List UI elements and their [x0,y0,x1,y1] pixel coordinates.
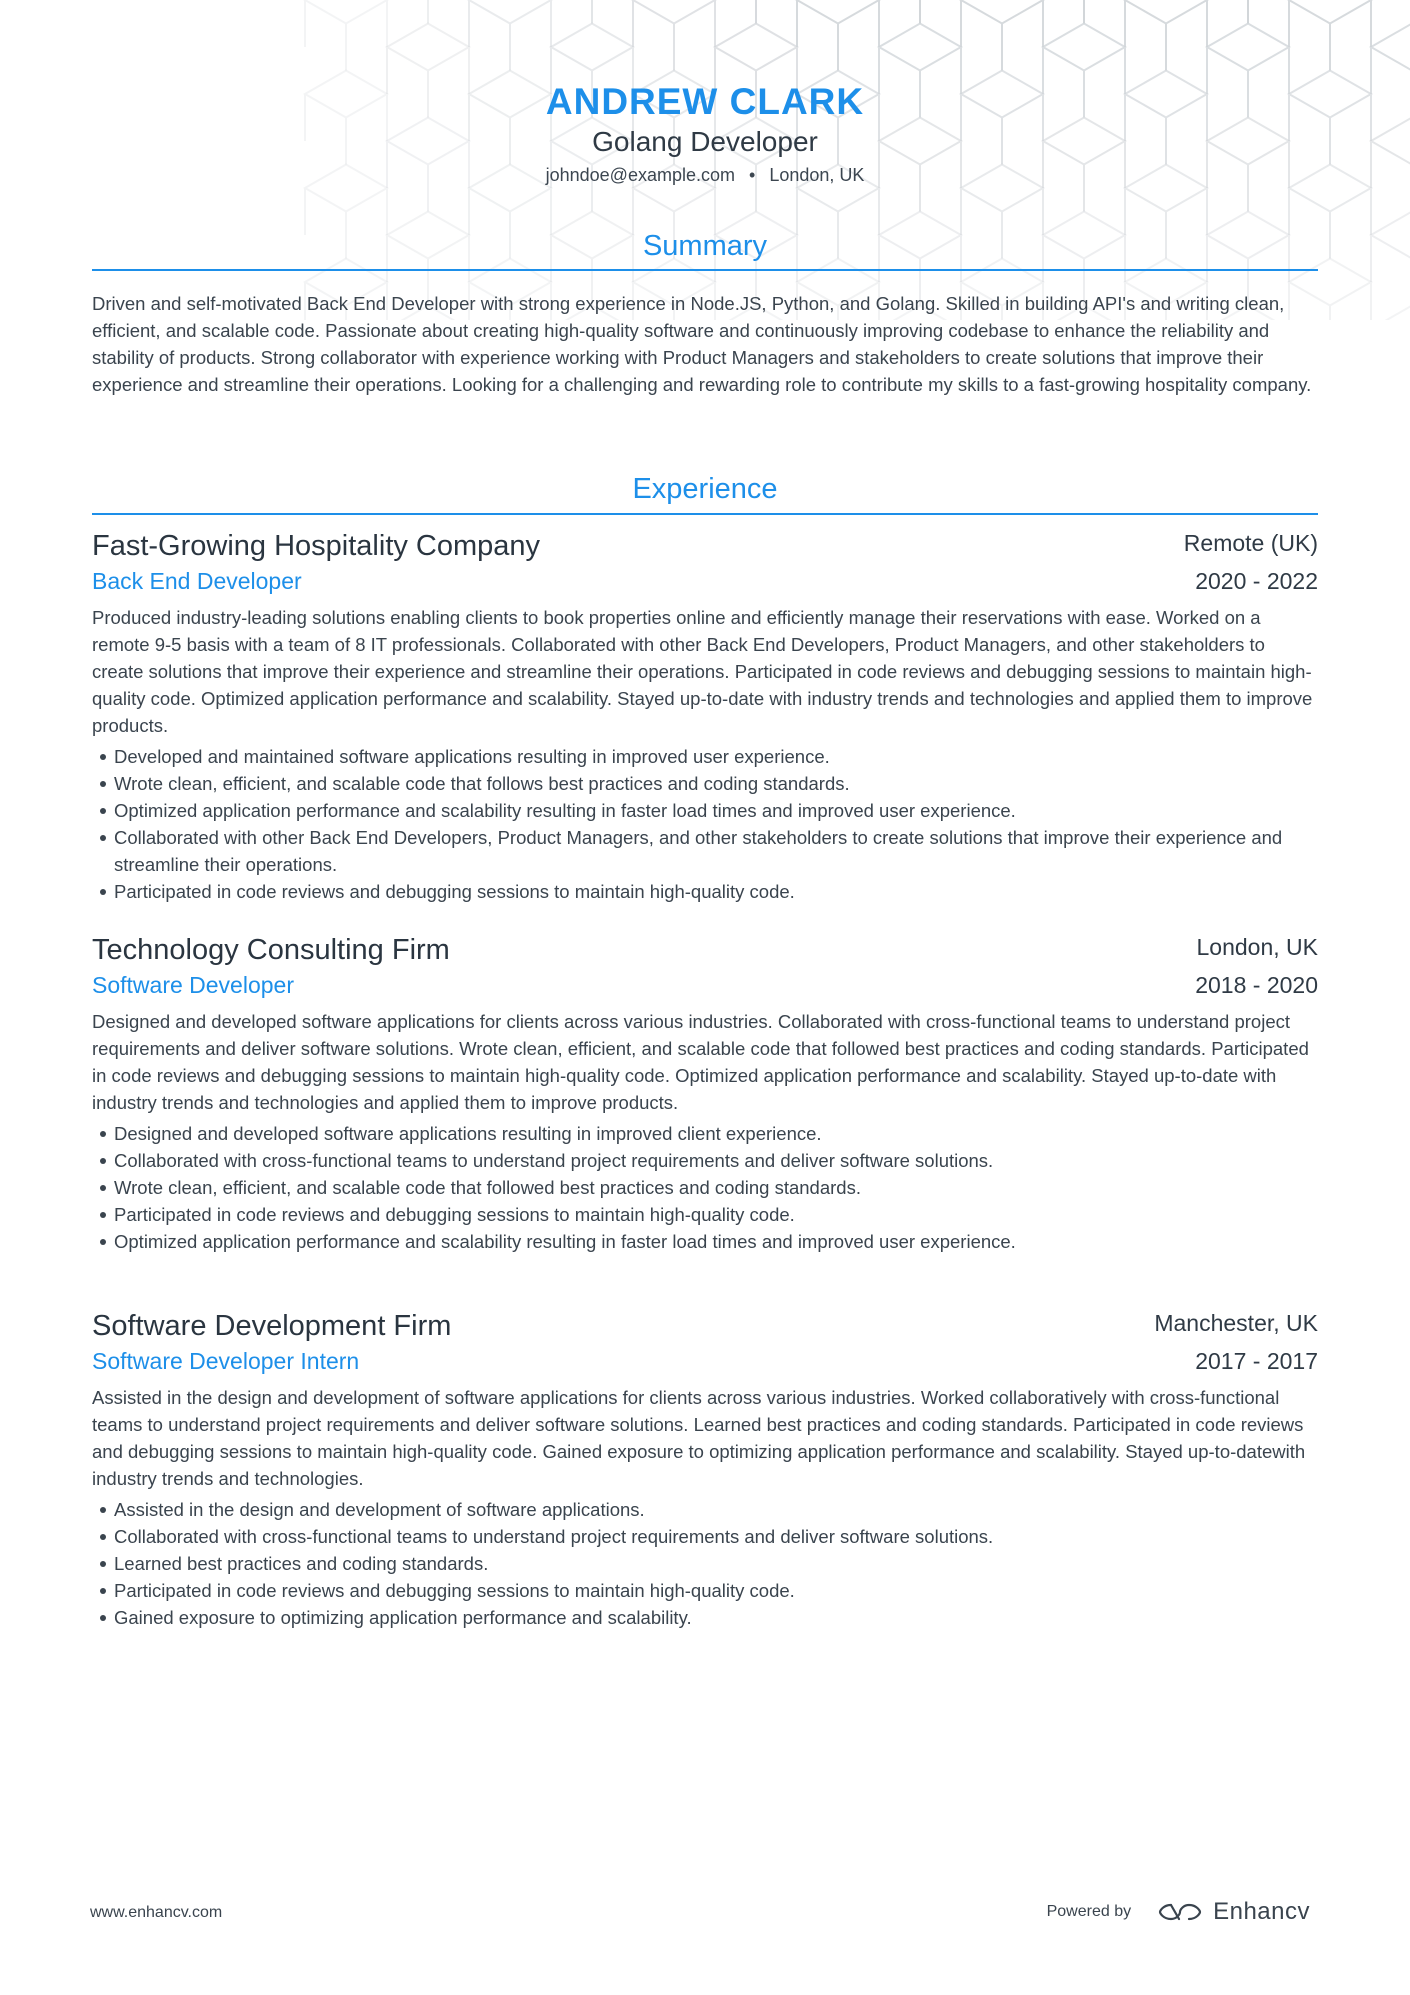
contact-separator: • [749,165,756,185]
pattern-cube [1371,24,1410,118]
experience-divider [92,513,1318,515]
brand-name: Enhancv [1213,1898,1310,1925]
pattern-cube [797,0,879,71]
achievement-text: Collaborated with cross-functional teams to understand project requirements and deliver software solutions. [114,1150,994,1171]
achievement-text: Optimized application performance and scalability resulting in faster load times and improved user experience. [114,800,1016,821]
achievement-text: Gained exposure to optimizing application performance and scalability. [114,1607,692,1628]
job-company: Software Development Firm [92,1310,452,1342]
footer-website[interactable]: www.enhancv.com [90,1904,223,1921]
achievement-item [92,1523,1318,1550]
achievement-item [92,797,1318,824]
achievement-item [92,770,1318,797]
achievement-item [92,1120,1318,1147]
achievement-item [92,1147,1318,1174]
pattern-cube [1371,212,1410,306]
achievement-item [92,878,1318,905]
contact-location: London, UK [769,165,865,185]
resume-header [92,80,1318,188]
job-description: Designed and developed software applications for clients across various industries. Collaborated with cross-functional teams to understand project requirements and deliver software solutions. Wrote clean, efficient, and scalable code that followed best practices and coding standards. Participated in code reviews and debugging sessions to maintain high-quality code. Optimized application performance and scalability. Stayed up-to-date with industry trends and technologies and applied them to improve products. [92,1011,1309,1113]
contact-line [92,162,1318,188]
job-dates: 2018 - 2020 [1195,972,1318,998]
job-header [92,932,1318,1004]
achievement-text: Collaborated with cross-functional teams to understand project requirements and deliver software solutions. [114,1526,994,1547]
bullet-icon [100,1507,106,1513]
pattern-cube [1289,0,1371,71]
achievement-item [92,824,1318,878]
job-achievements [92,1496,1318,1631]
job-dates: 2020 - 2022 [1195,568,1318,594]
pattern-cube [469,0,551,71]
job-header [92,528,1318,600]
bullet-icon [100,1158,106,1164]
bullet-icon [100,754,106,760]
powered-by-label: Powered by [1046,1903,1132,1920]
footer-branding [1047,1898,1310,1926]
achievement-text: Wrote clean, efficient, and scalable code that followed best practices and coding standards. [114,1177,861,1198]
job-entry [92,1308,1318,1631]
achievement-item [92,1228,1318,1255]
achievement-text: Designed and developed software applications resulting in improved client experience. [114,1123,822,1144]
achievement-text: Participated in code reviews and debugging sessions to maintain high-quality code. [114,881,795,902]
summary-divider [92,269,1318,271]
job-header [92,1308,1318,1380]
pattern-cube [1125,0,1207,71]
bullet-icon [100,1185,106,1191]
achievement-text: Learned best practices and coding standards. [114,1553,489,1574]
bullet-icon [100,1588,106,1594]
achievement-text: Participated in code reviews and debugging sessions to maintain high-quality code. [114,1580,795,1601]
job-achievements [92,1120,1318,1255]
achievement-text: Developed and maintained software applications resulting in improved user experience. [114,746,830,767]
pattern-cube [961,0,1043,71]
achievement-item [92,1577,1318,1604]
pattern-cube [1043,0,1125,24]
achievement-item [92,1604,1318,1631]
achievement-text: Assisted in the design and development of software applications. [114,1499,645,1520]
achievement-text: Optimized application performance and scalability resulting in faster load times and improved user experience. [114,1231,1016,1252]
bullet-icon [100,808,106,814]
job-description: Produced industry-leading solutions enabling clients to book properties online and efficiently manage their reservations with ease. Worked on a remote 9-5 basis with a team of 8 IT professionals. Collaborated with other Back End Developers, Product Managers, and other stakeholders to create solutions that improve their experience and streamline their operations. Participated in code reviews and debugging sessions to maintain high-quality code. Optimized application performance and scalability. Stayed up-to-date with industry trends and technologies and applied them to improve products. [92,607,1313,736]
bullet-icon [100,1212,106,1218]
pattern-cube [551,0,633,24]
achievement-item [92,743,1318,770]
job-entry [92,528,1318,905]
achievement-text: Wrote clean, efficient, and scalable code that follows best practices and coding standards. [114,773,850,794]
candidate-name: ANDREW CLARK [545,81,865,122]
achievement-item [92,1550,1318,1577]
candidate-role: Golang Developer [592,126,818,157]
job-dates: 2017 - 2017 [1195,1348,1318,1374]
job-description: Assisted in the design and development of software applications for clients across various industries. Worked collaboratively with cross-functional teams to understand project requirements and deliver software solutions. Learned best practices and coding standards. Participated in code reviews and debugging sessions to maintain high-quality code. Gained exposure to optimizing application performance and scalability. Stayed up-to-datewith industry trends and technologies. [92,1387,1306,1489]
bullet-icon [100,1534,106,1540]
achievement-text: Collaborated with other Back End Developers, Product Managers, and other stakeholders to create solutions that improve their experience and streamline their operations. [114,827,1283,875]
pattern-cube [715,0,797,24]
job-title: Software Developer [92,972,294,998]
pattern-cube [1371,306,1410,321]
pattern-cube [879,0,961,24]
achievement-item [92,1496,1318,1523]
bullet-icon [100,1561,106,1567]
enhancv-logo-icon [1157,1901,1203,1923]
summary-text: Driven and self-motivated Back End Developer with strong experience in Node.JS, Python, and Golang. Skilled in building API's and writing clean, efficient, and scalable code. Passionate about creating high-quality software and continuously improving codebase to enhance the reliability and stability of products. Strong collaborator with experience working with Product Managers and stakeholders to create solutions that improve their experience and streamline their operations. Looking for a challenging and rewarding role to contribute my skills to a fast-growing hospitality company. [92,293,1312,395]
job-title: Software Developer Intern [92,1348,360,1374]
job-achievements [92,743,1318,905]
bullet-icon [100,889,106,895]
pattern-cube [1371,0,1410,24]
job-location: Remote (UK) [1183,530,1318,556]
bullet-icon [100,1131,106,1137]
achievement-text: Participated in code reviews and debugging sessions to maintain high-quality code. [114,1204,795,1225]
contact-email[interactable]: johndoe@example.com [545,165,735,185]
job-title: Back End Developer [92,568,302,594]
pattern-cube [387,0,469,24]
bullet-icon [100,1615,106,1621]
achievement-item [92,1201,1318,1228]
summary-heading: Summary [642,230,768,262]
job-location: London, UK [1196,934,1318,960]
job-company: Technology Consulting Firm [92,934,450,966]
experience-heading: Experience [632,473,778,505]
pattern-cube [633,0,715,71]
achievement-item [92,1174,1318,1201]
pattern-cube [1371,118,1410,212]
job-company: Fast-Growing Hospitality Company [92,530,541,562]
pattern-cube [305,0,387,71]
bullet-icon [100,1239,106,1245]
job-location: Manchester, UK [1154,1310,1318,1336]
job-entry [92,932,1318,1255]
bullet-icon [100,835,106,841]
bullet-icon [100,781,106,787]
pattern-cube [1207,0,1289,24]
